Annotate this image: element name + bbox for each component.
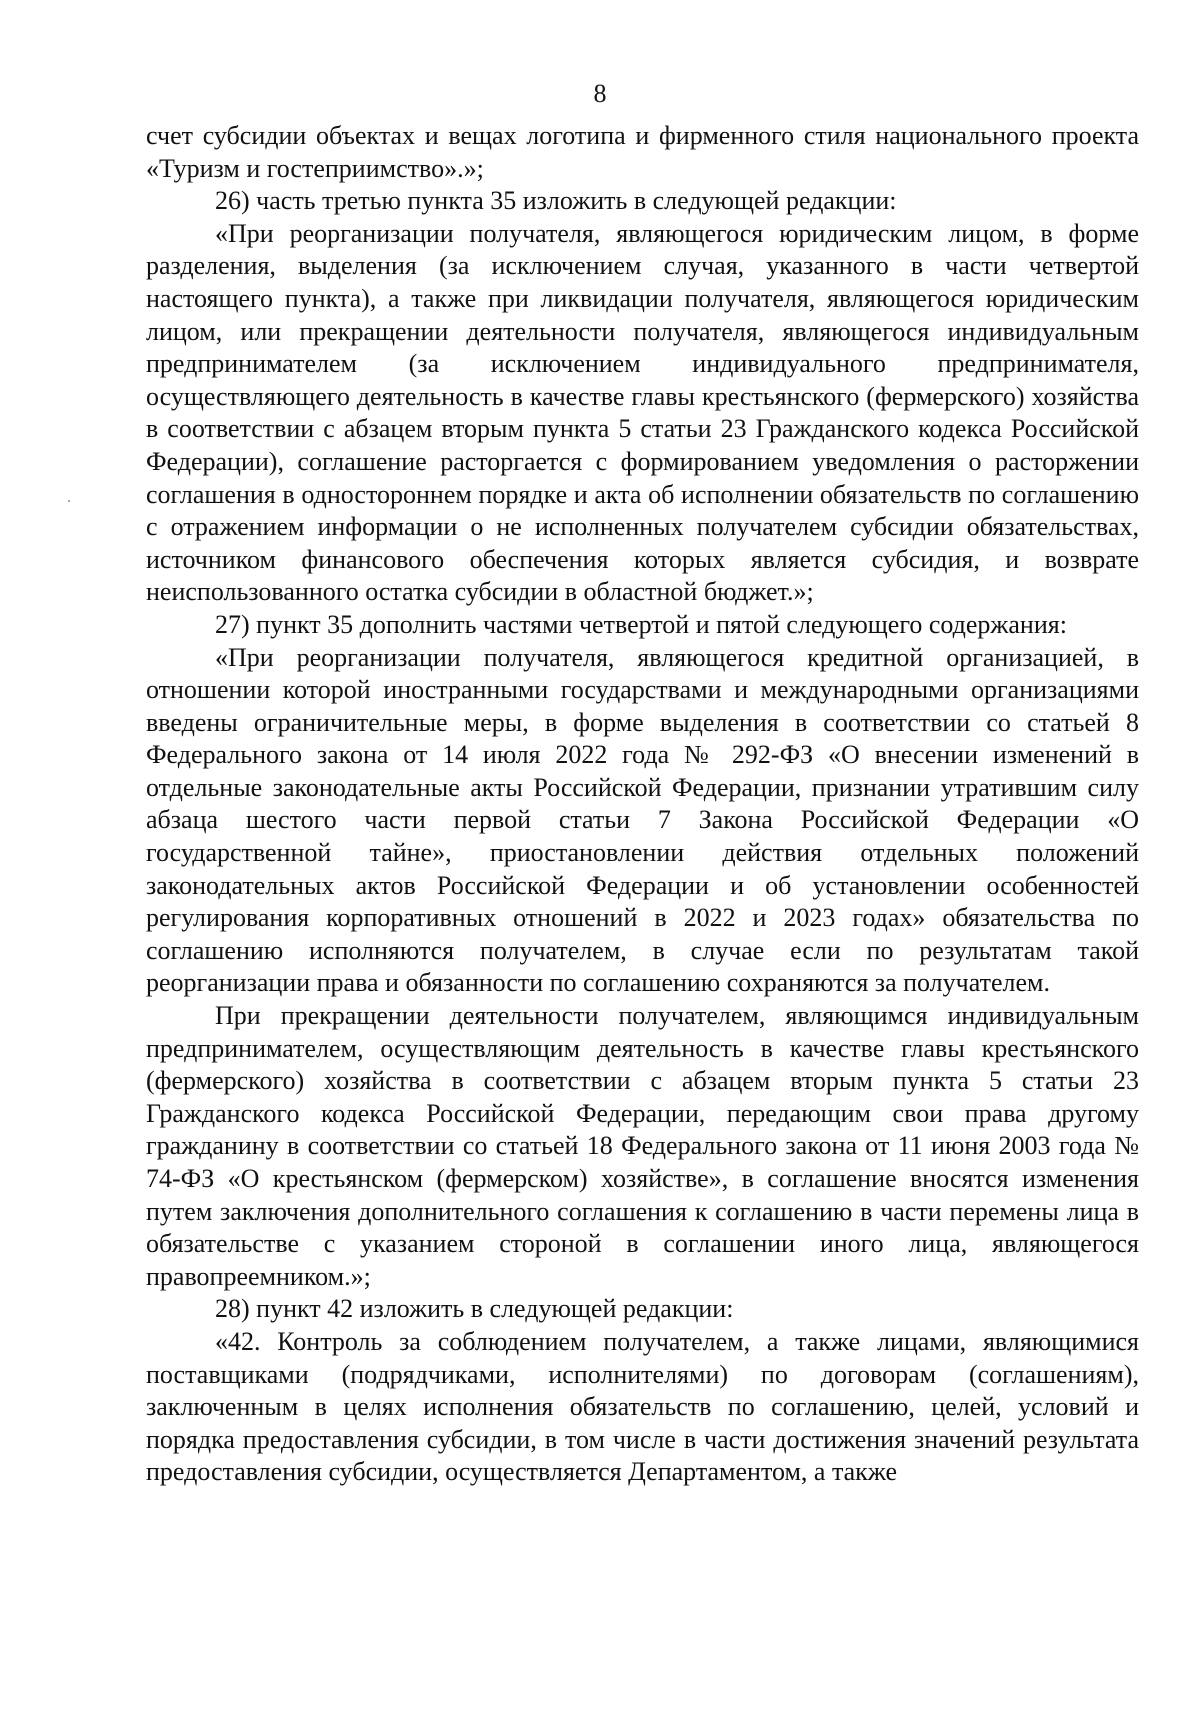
paragraph-continuation: счет субсидии объектах и вещах логотипа и фирменного стиля национального проекта «Туризм и гостеприимство».»; xyxy=(146,121,1139,183)
paragraph-item-27: 27) пункт 35 дополнить частями четвертой и пятой следующего содержания: xyxy=(215,609,1067,639)
scan-speck xyxy=(68,500,70,502)
paragraph-item-26: 26) часть третью пункта 35 изложить в следующей редакции: xyxy=(215,186,897,216)
document-body xyxy=(146,120,1139,1489)
paragraph-farm-head-termination: При прекращении деятельности получателем, являющимся индивидуальным предпринимателем, осуществляющим деятельность в качестве главы крестьянского (фермерского) хозяйства в соответствии с абзацем вторым пункта 5 статьи 23 Гражданского кодекса Российской Федерации, передающим свои права другому гражданину в соответствии со статьей 18 Федерального закона от 11 июня 2003 года № 74-ФЗ «О крестьянском (фермерском) хозяйстве», в соглашение вносятся изменения путем заключения дополнительного соглашения к соглашению в части перемены лица в обязательстве с указанием стороной в соглашении иного лица, являющегося правопреемником.»; xyxy=(146,1001,1139,1291)
paragraph-quote-credit-organization: «При реорганизации получателя, являющегося кредитной организацией, в отношении которой иностранными государствами и международными организациями введены ограничительные меры, в форме выделения в соответствии со статьей 8 Федерального закона от 14 июля 2022 года № 292-ФЗ «О внесении изменений в отдельные законодательные акты Российской Федерации, признании утратившим силу абзаца шестого части первой статьи 7 Закона Российской Федерации «О государственной тайне», приостановлении действия отдельных положений законодательных актов Российской Федерации и об установлении особенностей регулирования корпоративных отношений в 2022 и 2023 годах» обязательства по соглашению исполняются получателем, в случае если по результатам такой реорганизации права и обязанности по соглашению сохраняются за получателем. xyxy=(146,642,1139,998)
paragraph-quote-reorganization: «При реорганизации получателя, являющегося юридическим лицом, в форме разделения, выделения (за исключением случая, указанного в части четвертой настоящего пункта), а также при ликвидации получателя, являющегося юридическим лицом, или прекращении деятельности получателя, являющегося индивидуальным предпринимателем (за исключением индивидуального предпринимателя, осуществляющего деятельность в качестве главы крестьянского (фермерского) хозяйства в соответствии с абзацем вторым пункта 5 статьи 23 Гражданского кодекса Российской Федерации), соглашение расторгается с формированием уведомления о расторжении соглашения в одностороннем порядке и акта об исполнении обязательств по соглашению с отражением информации о не исполненных получателем субсидии обязательствах, источником финансового обеспечения которых является субсидия, и возврате неиспользованного остатка субсидии в областной бюджет.»; xyxy=(146,218,1139,607)
paragraph-item-28: 28) пункт 42 изложить в следующей редакции: xyxy=(215,1294,734,1324)
paragraph-quote-control: «42. Контроль за соблюдением получателем, а также лицами, являющимися поставщиками (подрядчиками, исполнителями) по договорам (соглашениям), заключенным в целях исполнения обязательств по соглашению, целей, условий и порядка предоставления субсидии, в том числе в части достижения значений результата предоставления субсидии, осуществляется Департаментом, а также xyxy=(146,1326,1139,1487)
page-number: 8 xyxy=(593,79,607,108)
